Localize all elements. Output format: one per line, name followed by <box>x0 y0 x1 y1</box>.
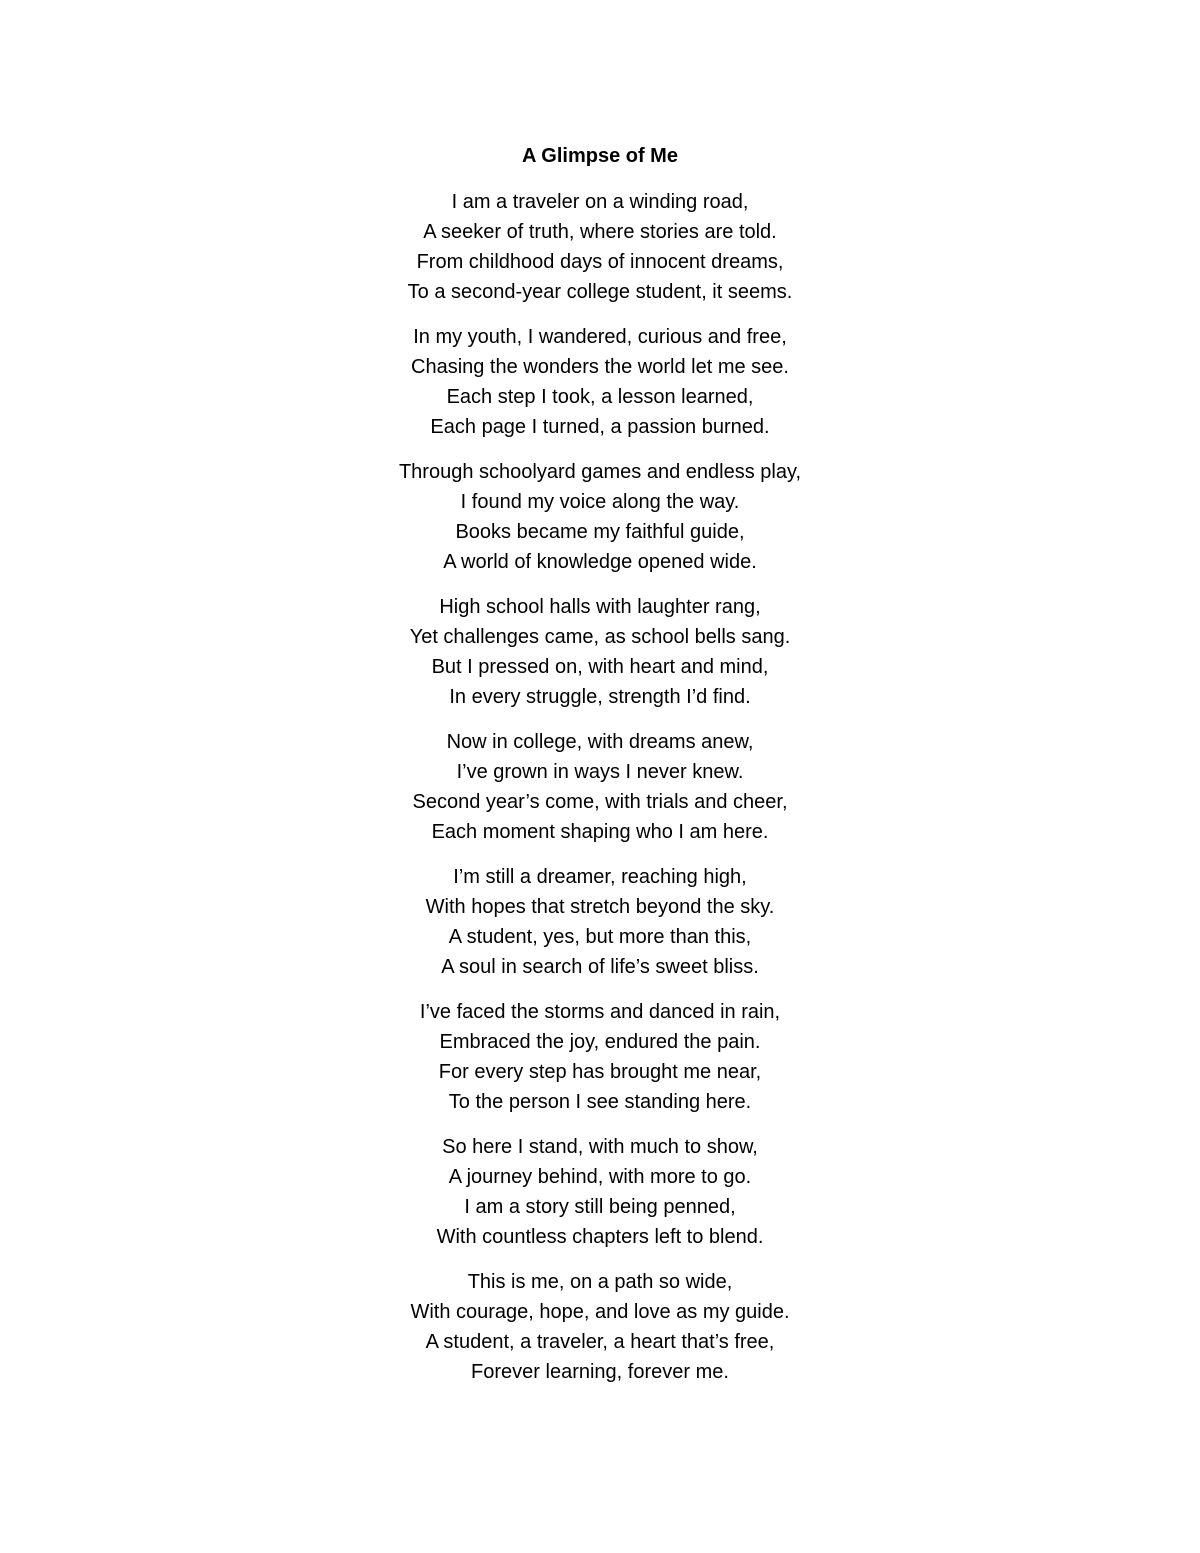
poem-line: In my youth, I wandered, curious and free, <box>413 326 787 348</box>
poem-line: But I pressed on, with heart and mind, <box>431 656 769 678</box>
stanza-3 <box>0 457 1200 577</box>
poem-line: High school halls with laughter rang, <box>439 596 761 618</box>
stanza-9 <box>0 1267 1200 1387</box>
poem-line: A journey behind, with more to go. <box>448 1166 752 1188</box>
poem-line: From childhood days of innocent dreams, <box>416 251 784 273</box>
poem-line: I found my voice along the way. <box>460 491 740 513</box>
poem-line: For every step has brought me near, <box>438 1061 762 1083</box>
stanza-7 <box>0 997 1200 1117</box>
poem-line: Now in college, with dreams anew, <box>446 731 754 753</box>
poem-line: In every struggle, strength I’d find. <box>449 686 751 708</box>
poem-line: With hopes that stretch beyond the sky. <box>425 896 775 918</box>
poem-line: To a second-year college student, it seems. <box>407 281 793 303</box>
poem-line: Second year’s come, with trials and cheer, <box>412 791 788 813</box>
poem-line: Forever learning, forever me. <box>471 1361 729 1383</box>
poem-title: A Glimpse of Me <box>522 145 678 167</box>
poem-line: Through schoolyard games and endless play, <box>398 461 802 483</box>
poem-line: I’m still a dreamer, reaching high, <box>453 866 747 888</box>
poem-line: Each moment shaping who I am here. <box>431 821 769 843</box>
poem-line: Books became my faithful guide, <box>455 521 745 543</box>
poem-line: I am a story still being penned, <box>464 1196 736 1218</box>
stanza-8 <box>0 1132 1200 1252</box>
poem-line: Yet challenges came, as school bells sang. <box>409 626 791 648</box>
poem-line: Chasing the wonders the world let me see. <box>411 356 789 378</box>
poem-line: I’ve faced the storms and danced in rain, <box>419 1001 781 1023</box>
poem <box>0 141 1200 1402</box>
stanza-4 <box>0 592 1200 712</box>
poem-line: Each step I took, a lesson learned, <box>446 386 754 408</box>
poem-line: With countless chapters left to blend. <box>436 1226 764 1248</box>
poem-line: I’ve grown in ways I never knew. <box>456 761 744 783</box>
poem-line: A student, a traveler, a heart that’s free, <box>425 1331 775 1353</box>
poem-line: To the person I see standing here. <box>448 1091 752 1113</box>
poem-line: So here I stand, with much to show, <box>442 1136 758 1158</box>
stanza-6 <box>0 862 1200 982</box>
poem-line: With courage, hope, and love as my guide. <box>410 1301 790 1323</box>
poem-line: A world of knowledge opened wide. <box>443 551 757 573</box>
poem-line: A student, yes, but more than this, <box>448 926 752 948</box>
poem-line: A seeker of truth, where stories are told. <box>423 221 777 243</box>
stanza-2 <box>0 322 1200 442</box>
stanza-1 <box>0 187 1200 307</box>
poem-line: A soul in search of life’s sweet bliss. <box>441 956 759 978</box>
poem-line: Embraced the joy, endured the pain. <box>439 1031 761 1053</box>
stanza-5 <box>0 727 1200 847</box>
poem-line: I am a traveler on a winding road, <box>451 191 749 213</box>
poem-line: This is me, on a path so wide, <box>467 1271 733 1293</box>
poem-line: Each page I turned, a passion burned. <box>430 416 770 438</box>
